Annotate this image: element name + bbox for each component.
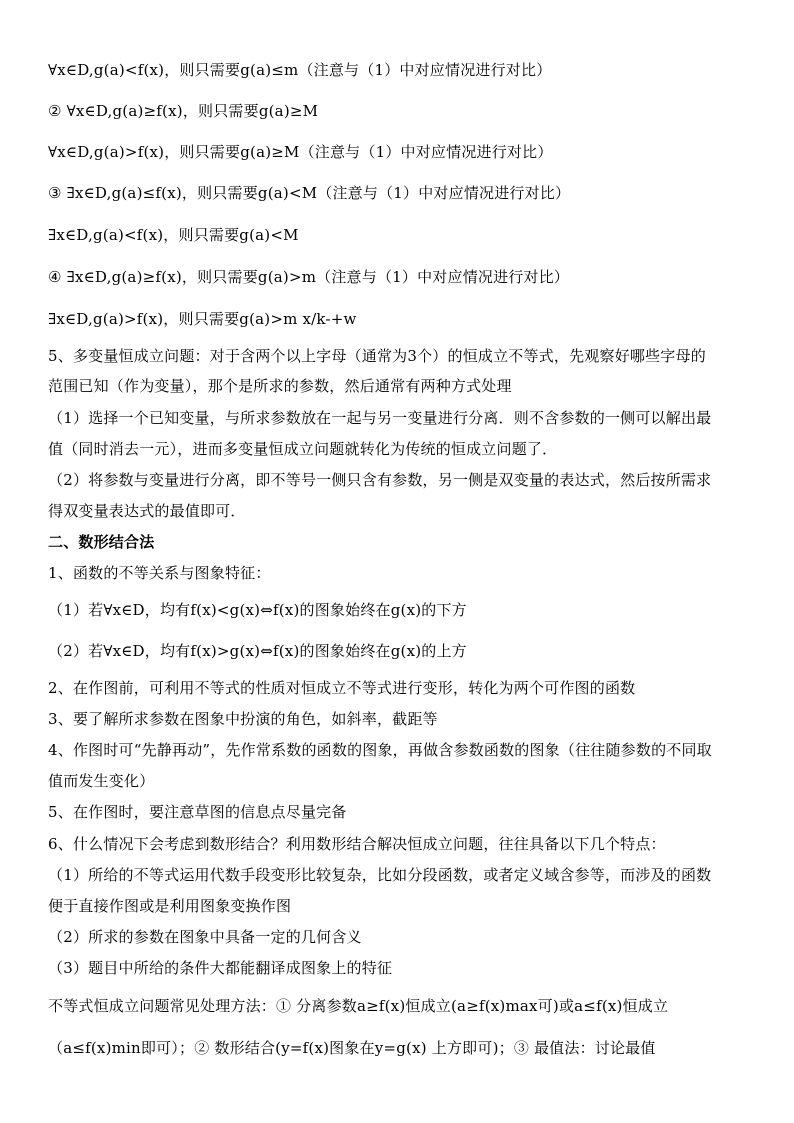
text-line: 4、作图时可“先静再动”，先作常系数的函数的图象，再做含参数函数的图象（往往随参数的不同取 [48, 741, 712, 759]
text-line: （a≤f(x)min即可）；② 数形结合(y=f(x)图象在y=g(x) 上方即可)；③ 最值法：讨论最值 [48, 1039, 656, 1057]
text-line: （1）选择一个已知变量，与所求参数放在一起与另一变量进行分离．则不含参数的一侧可以解出最 [48, 409, 712, 427]
text-line: 范围已知（作为变量），那个是所求的参数，然后通常有两种方式处理 [48, 377, 512, 395]
text-line: ∀x∈D,g(a)>f(x)，则只需要g(a)≥M（注意与（1）中对应情况进行对比） [48, 143, 553, 161]
text-line: ③ ∃x∈D,g(a)≤f(x)，则只需要g(a)<M（注意与（1）中对应情况进行对比） [48, 184, 571, 202]
text-line: 3、要了解所求参数在图象中扮演的角色，如斜率，截距等 [48, 710, 438, 728]
text-line: 5、在作图时，要注意草图的信息点尽量完备 [48, 803, 347, 821]
text-line: 值而发生变化） [48, 772, 155, 790]
section-heading: 二、数形结合法 [48, 533, 155, 551]
text-line: 不等式恒成立问题常见处理方法：① 分离参数a≥f(x)恒成立(a≥f(x)max可)或a≤f(x)恒成立 [48, 997, 669, 1015]
text-line: 值（同时消去一元），进而多变量恒成立问题就转化为传统的恒成立问题了． [48, 440, 558, 458]
text-line: ② ∀x∈D,g(a)≥f(x)，则只需要g(a)≥M [48, 102, 319, 120]
text-line: 6、什么情况下会考虑到数形结合？利用数形结合解决恒成立问题，往往具备以下几个特点： [48, 835, 666, 853]
text-line: （1）若∀x∈D，均有f(x)<g(x)⇔f(x)的图象始终在g(x)的下方 [48, 601, 467, 619]
text-line: 便于直接作图或是利用图象变换作图 [48, 897, 292, 915]
text-line: （2）所求的参数在图象中具备一定的几何含义 [48, 928, 362, 946]
text-line: （2）若∀x∈D，均有f(x)>g(x)⇔f(x)的图象始终在g(x)的上方 [48, 642, 467, 660]
text-line: 5、多变量恒成立问题：对于含两个以上字母（通常为3个）的恒成立不等式，先观察好哪些字母的 [48, 347, 706, 365]
text-line: ④ ∃x∈D,g(a)≥f(x)，则只需要g(a)>m（注意与（1）中对应情况进行对比） [48, 268, 570, 286]
text-line: ∃x∈D,g(a)>f(x)，则只需要g(a)>m x/k-+w [48, 310, 357, 328]
text-line: （3）题目中所给的条件大都能翻译成图象上的特征 [48, 959, 393, 977]
text-line: （2）将参数与变量进行分离，即不等号一侧只含有参数，另一侧是双变量的表达式，然后按所需求 [48, 471, 712, 489]
text-line: （1）所给的不等式运用代数手段变形比较复杂，比如分段函数，或者定义域含参等，而涉及的函数 [48, 866, 712, 884]
text-line: ∃x∈D,g(a)<f(x)，则只需要g(a)<M [48, 226, 299, 244]
text-line: 得双变量表达式的最值即可． [48, 502, 246, 520]
text-line: ∀x∈D,g(a)<f(x)，则只需要g(a)≤m（注意与（1）中对应情况进行对比） [48, 61, 552, 79]
text-line: 1、函数的不等关系与图象特征： [48, 564, 271, 582]
text-line: 2、在作图前，可利用不等式的性质对恒成立不等式进行变形，转化为两个可作图的函数 [48, 679, 636, 697]
